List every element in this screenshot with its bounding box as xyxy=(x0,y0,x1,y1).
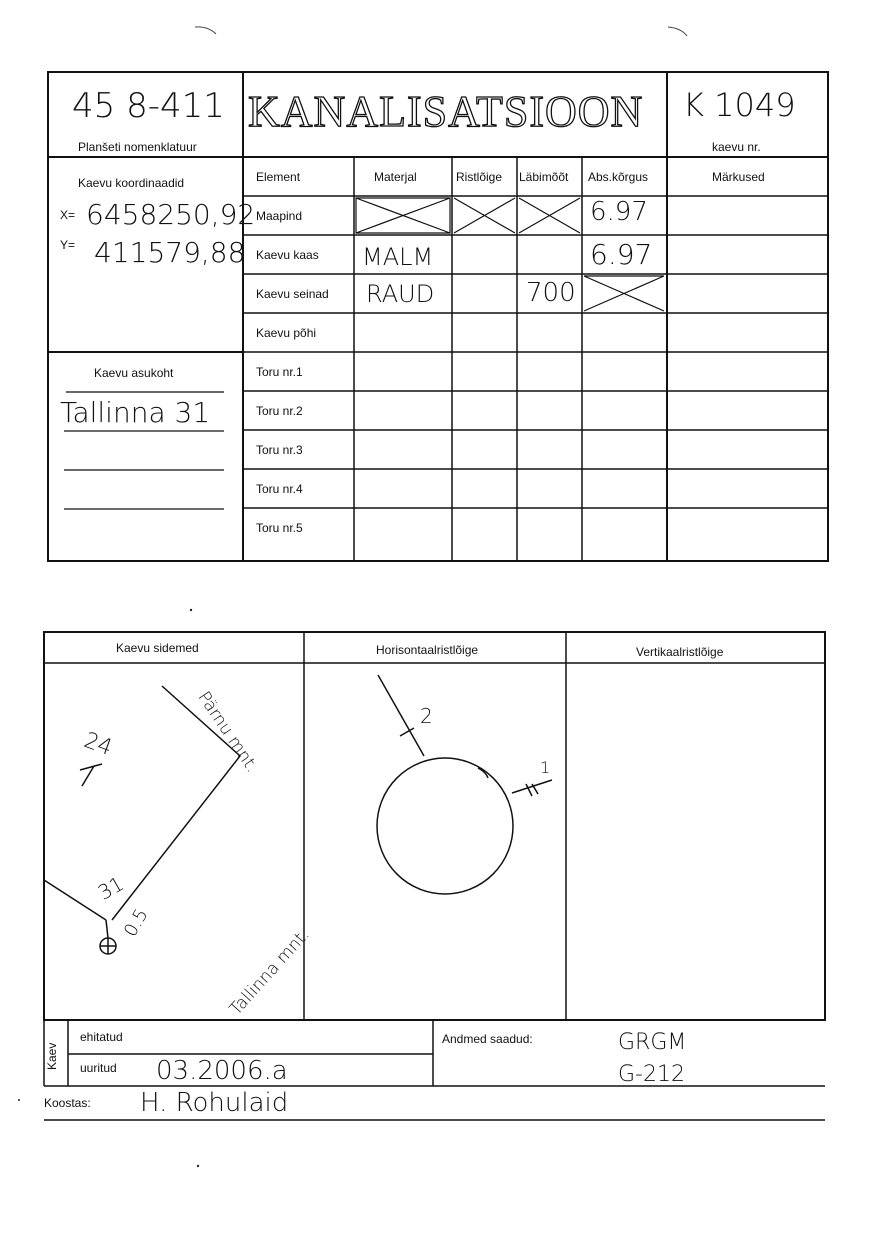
horizontal-sketch xyxy=(377,675,552,894)
coords-heading: Kaevu koordinaadid xyxy=(78,176,185,190)
horizontal-pipe-2: 2 xyxy=(420,704,433,728)
row-element: Toru nr.2 xyxy=(256,404,303,418)
row-element: Kaevu kaas xyxy=(256,248,319,262)
cell-material-walls: RAUD xyxy=(366,280,435,308)
y-label: Y= xyxy=(60,238,76,252)
links-street-top: Pärnu mnt. xyxy=(193,688,262,777)
horizontal-pipe-1: 1 xyxy=(540,758,551,777)
well-caption: kaevu nr. xyxy=(712,140,761,154)
cell-material-cover: MALM xyxy=(362,243,434,271)
panel-horizontal-title: Horisontaalristlõige xyxy=(376,643,479,657)
y-value: 411579,88 xyxy=(94,236,246,269)
links-offset: 0.5 xyxy=(120,905,153,941)
data-source-value-2: G-212 xyxy=(618,1062,685,1087)
row-element: Toru nr.4 xyxy=(256,482,303,496)
col-elevation: Abs.kõrgus xyxy=(588,170,649,184)
sheet-caption: Planšeti nomenklatuur xyxy=(78,140,197,154)
cell-elevation-cover: 6.97 xyxy=(590,238,653,271)
built-label: ehitatud xyxy=(80,1030,123,1044)
col-notes: Märkused xyxy=(712,170,765,184)
compiled-label: Koostas: xyxy=(44,1096,91,1110)
col-element: Element xyxy=(256,170,301,184)
sheet-code: 45 8-411 xyxy=(72,86,225,126)
location-value: Tallinna 31 xyxy=(60,396,211,429)
panel-vertical-title: Vertikaalristlõige xyxy=(636,645,724,659)
links-distance: 24 xyxy=(80,727,116,762)
row-element: Toru nr.3 xyxy=(256,443,303,457)
compiled-value: H. Rohulaid xyxy=(140,1088,289,1118)
col-material: Materjal xyxy=(374,170,417,184)
x-value: 6458250,92 xyxy=(86,198,256,231)
form-title: KANALISATSIOON xyxy=(248,87,644,136)
cell-elevation-ground: 6.97 xyxy=(590,197,648,227)
panel-links-title: Kaevu sidemed xyxy=(116,641,199,655)
row-element: Toru nr.5 xyxy=(256,521,303,535)
data-source-label: Andmed saadud: xyxy=(442,1032,533,1046)
kaev-side-label: Kaev xyxy=(45,1042,59,1070)
row-element: Kaevu seinad xyxy=(256,287,329,301)
data-source-value-1: GRGM xyxy=(618,1030,687,1055)
surveyed-value: 03.2006.a xyxy=(156,1056,288,1086)
well-number: K 1049 xyxy=(683,86,796,124)
col-diameter: Läbimõõt xyxy=(519,170,569,184)
links-house-no: 31 xyxy=(93,871,128,905)
row-element: Kaevu põhi xyxy=(256,326,317,340)
col-section: Ristlõige xyxy=(456,170,503,184)
surveyed-label: uuritud xyxy=(80,1061,117,1075)
row-element: Maapind xyxy=(256,209,303,223)
links-street-bottom: Tallinna mnt. xyxy=(226,925,314,1020)
cell-diameter-walls: 700 xyxy=(526,278,576,308)
row-element: Toru nr.1 xyxy=(256,365,303,379)
x-label: X= xyxy=(60,208,76,222)
location-heading: Kaevu asukoht xyxy=(94,366,174,380)
